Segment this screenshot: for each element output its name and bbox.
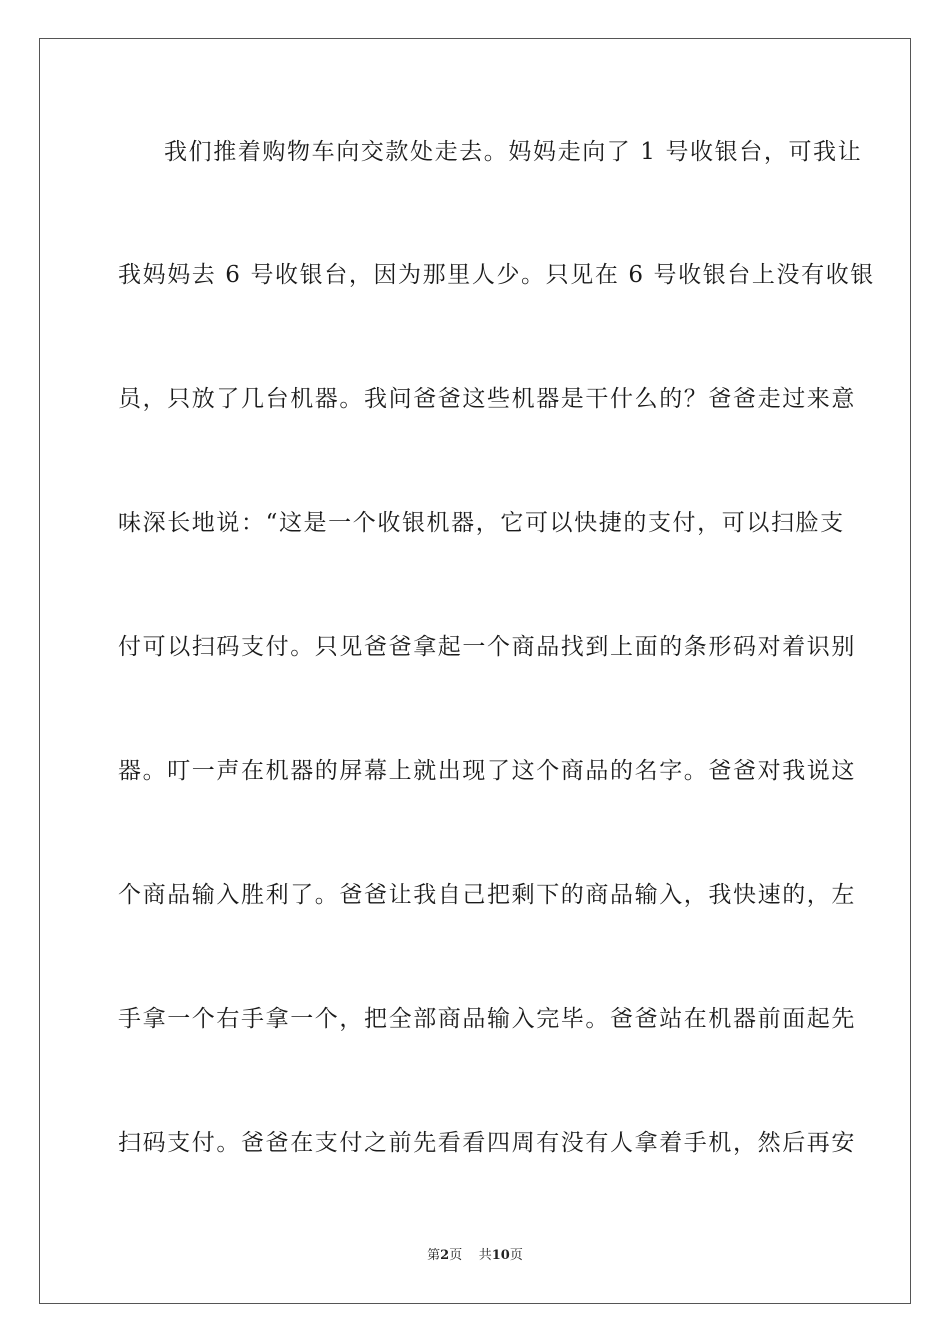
total-pages: 10 [491, 1248, 510, 1263]
page-suffix: 页 [449, 1248, 463, 1263]
page-prefix: 第 [427, 1248, 441, 1263]
paragraph-line-3: 员，只放了几台机器。我问爸爸这些机器是干什么的？爸爸走过来意 [118, 386, 856, 412]
page-footer [0, 1247, 950, 1265]
paragraph-line-9: 扫码支付。爸爸在支付之前先看看四周有没有人拿着手机，然后再安 [118, 1130, 856, 1156]
paragraph-line-7: 个商品输入胜利了。爸爸让我自己把剩下的商品输入，我快速的，左 [118, 882, 856, 908]
paragraph-line-8: 手拿一个右手拿一个，把全部商品输入完毕。爸爸站在机器前面起先 [118, 1006, 856, 1032]
paragraph-line-4: 味深长地说：“这是一个收银机器，它可以快捷的支付，可以扫脸支 [118, 510, 845, 536]
page-border [39, 38, 911, 1304]
paragraph-line-2: 我妈妈去 6 号收银台，因为那里人少。只见在 6 号收银台上没有收银 [118, 262, 875, 288]
paragraph-line-6: 器。叮一声在机器的屏幕上就出现了这个商品的名字。爸爸对我说这 [118, 758, 856, 784]
page-number: 2 [440, 1248, 450, 1263]
paragraph-line-5: 付可以扫码支付。只见爸爸拿起一个商品找到上面的条形码对着识别 [118, 634, 856, 660]
total-prefix: 共 [478, 1248, 492, 1263]
paragraph-line-1: 我们推着购物车向交款处走去。妈妈走向了 1 号收银台，可我让 [164, 139, 863, 165]
total-suffix: 页 [509, 1248, 523, 1263]
